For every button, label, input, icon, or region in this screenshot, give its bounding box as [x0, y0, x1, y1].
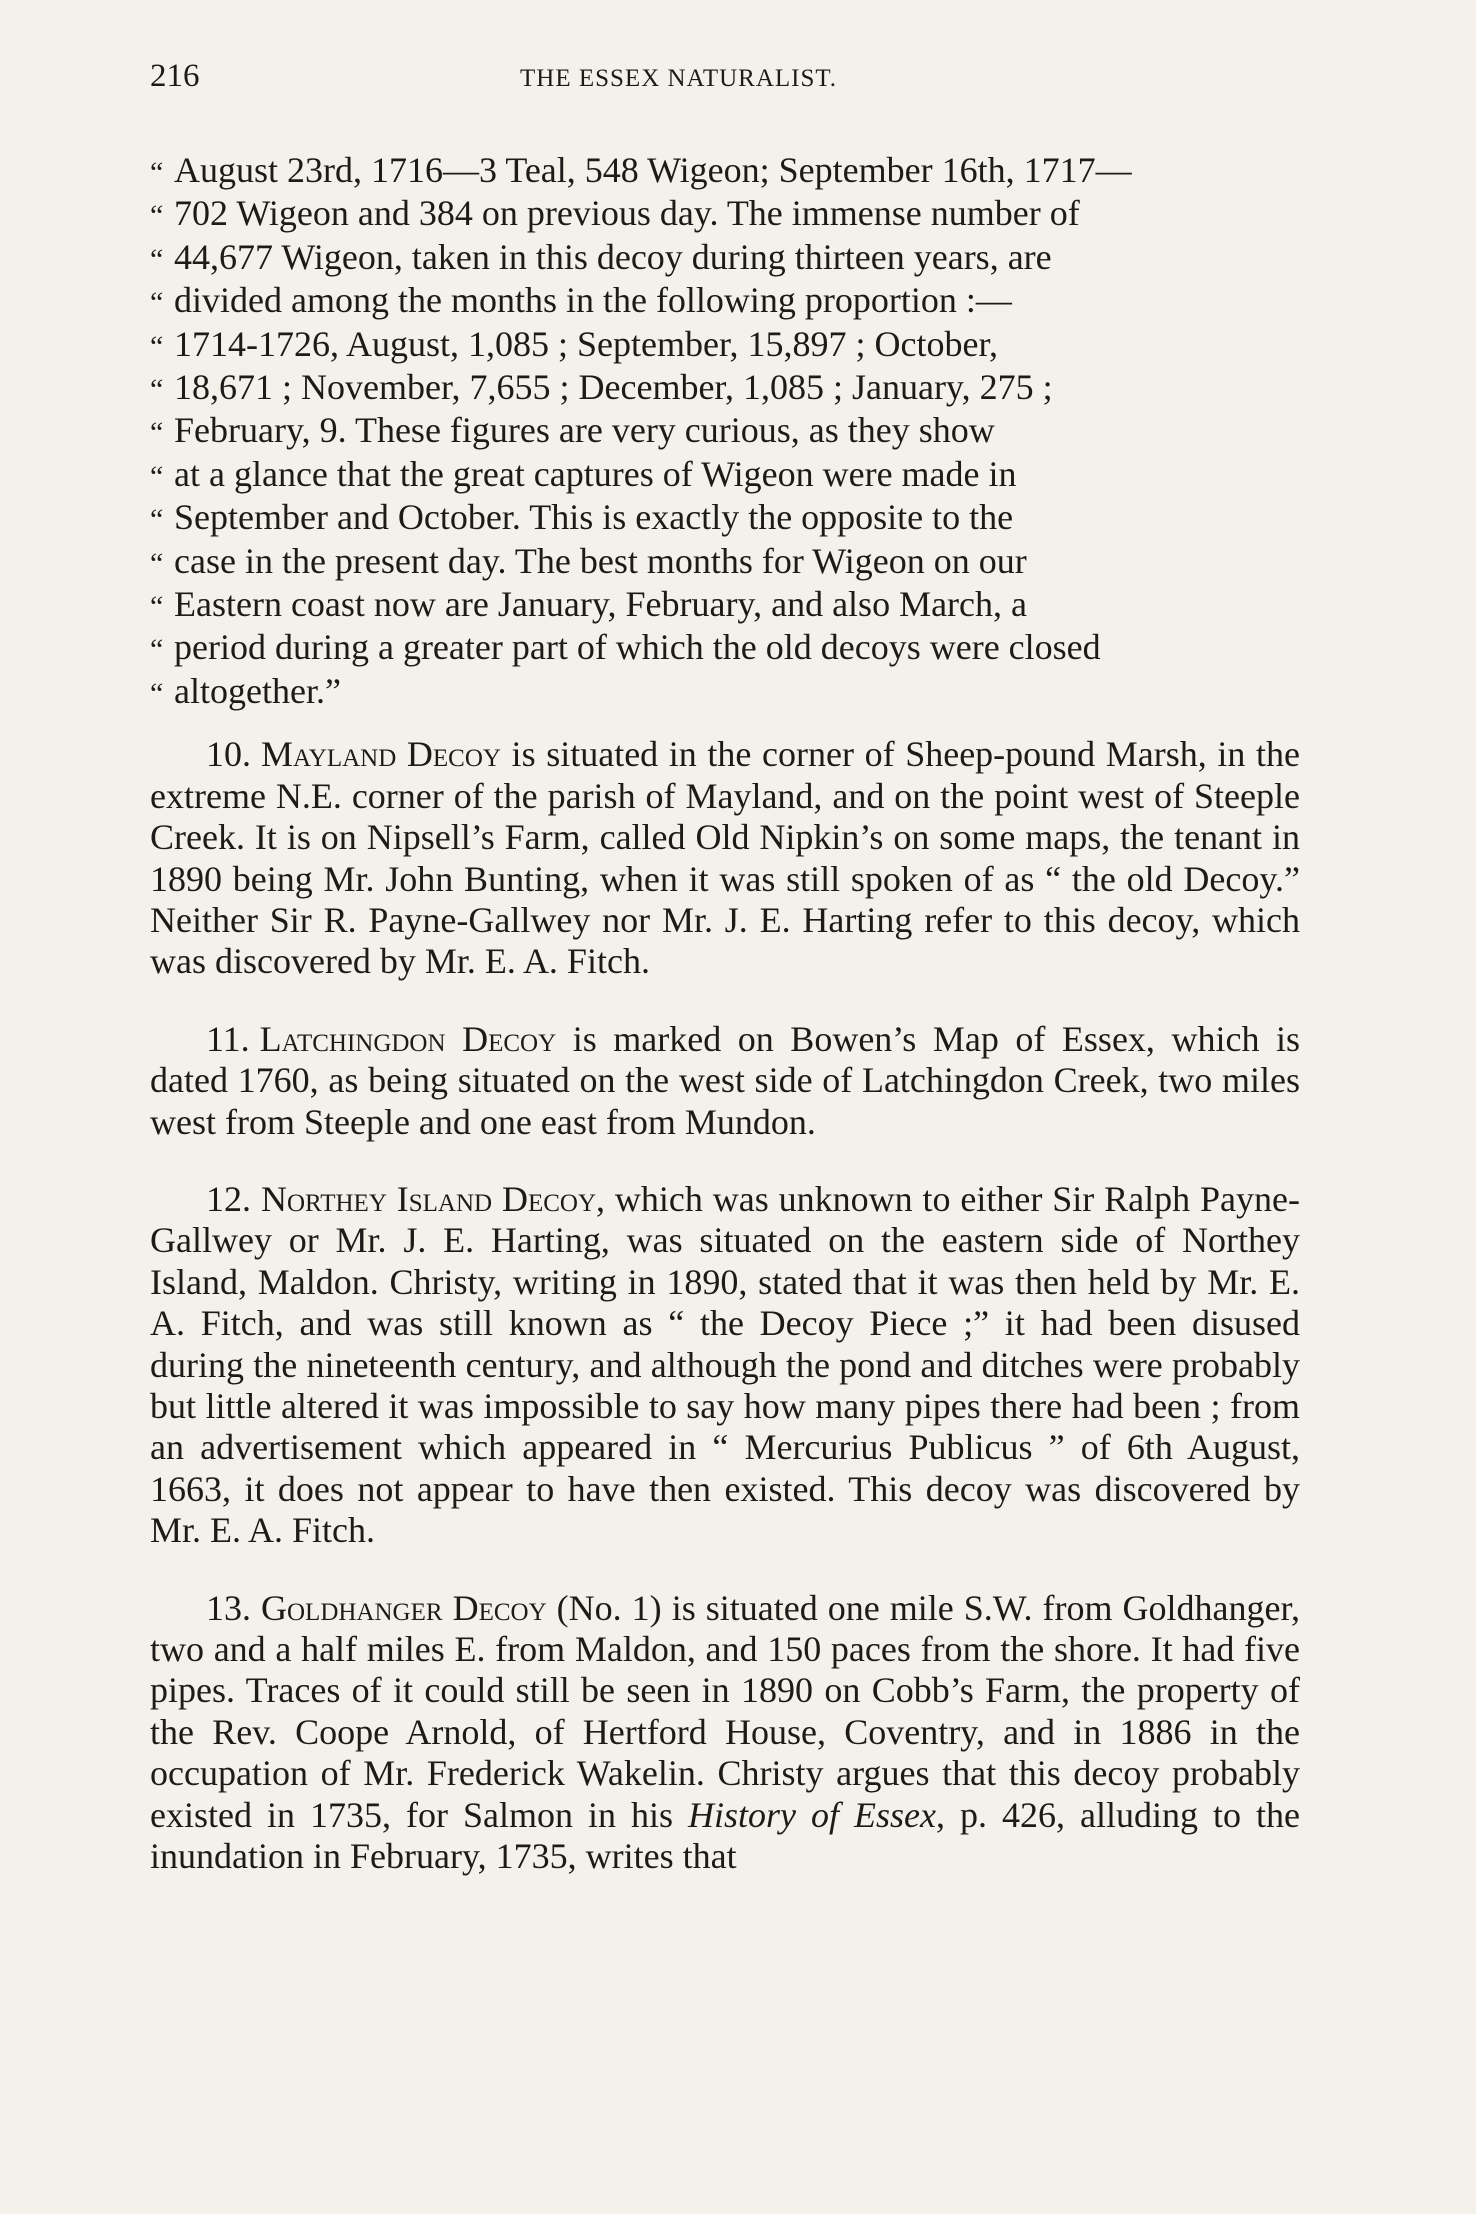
paragraph-text: , p. 426, alluding to the inundation in February, 1735, writes that	[150, 1794, 1301, 1877]
paragraph-number: 10.	[206, 734, 251, 775]
quote-mark: “	[150, 503, 164, 537]
quote-mark: “	[150, 242, 164, 276]
quote-mark: “	[150, 373, 164, 407]
decoy-name: Latchingdon Decoy	[259, 1018, 557, 1059]
quote-line: “ 18,671 ; November, 7,655 ; December, 1,085 ; January, 275 ;	[150, 367, 1300, 410]
paragraph-text: (No. 1) is situated one mile S.W. from Goldhanger, two and a half miles E. from Maldon, and 150 paces from the shore. It had five pipes. Traces of it could still be seen in 1890 on Cobb’s Farm, the property of the Rev. Coope Arnold, of Hertford House, Coventry, and in 1886 in the occupation of Mr. Frederick Wakelin. Christy argues that this decoy probably existed in 1735, for Salmon in his	[150, 1587, 1300, 1835]
quote-line: “ case in the present day. The best months for Wigeon on our	[150, 541, 1300, 584]
paragraph-number: 12.	[206, 1178, 251, 1219]
quote-line: “ altogether.”	[150, 671, 1300, 714]
quote-mark: “	[150, 633, 164, 667]
quote-line: “ 1714-1726, August, 1,085 ; September, 15,897 ; October,	[150, 324, 1300, 367]
page-number: 216	[150, 58, 200, 94]
paragraph-mayland-decoy	[150, 734, 1300, 982]
paragraph-number: 11.	[206, 1018, 250, 1059]
quote-line: “ 44,677 Wigeon, taken in this decoy during thirteen years, are	[150, 237, 1300, 280]
running-head: THE ESSEX NATURALIST.	[520, 65, 838, 92]
decoy-name: Northey Island Decoy	[261, 1178, 597, 1219]
paragraph-northey-island-decoy	[150, 1179, 1300, 1552]
book-title: History of Essex	[688, 1794, 936, 1835]
quote-mark: “	[150, 590, 164, 624]
quoted-passage	[150, 150, 1300, 714]
paragraph-text: is marked on Bowen’s Map of Essex, which is dated 1760, as being situated on the west side of Latchingdon Creek, two miles west from Steeple and one east from Mundon.	[150, 1018, 1301, 1142]
quote-mark: “	[150, 286, 164, 320]
quote-mark: “	[150, 676, 164, 710]
book-page	[150, 58, 1300, 1913]
quote-mark: “	[150, 459, 164, 493]
quote-line: “ at a glance that the great captures of Wigeon were made in	[150, 454, 1300, 497]
quote-mark: “	[150, 416, 164, 450]
quote-mark: “	[150, 156, 164, 189]
paragraph-goldhanger-decoy	[150, 1588, 1300, 1878]
quote-line: “ 702 Wigeon and 384 on previous day. The immense number of	[150, 193, 1300, 236]
quote-line: “ February, 9. These figures are very curious, as they show	[150, 410, 1300, 453]
decoy-name: Goldhanger Decoy	[261, 1587, 547, 1628]
quote-line: “ period during a greater part of which the old decoys were closed	[150, 627, 1300, 670]
quote-mark: “	[150, 329, 164, 363]
paragraph-number: 13.	[206, 1587, 251, 1628]
page-header	[150, 58, 1300, 118]
paragraph-text: , which was unknown to either Sir Ralph Payne-Gallwey or Mr. J. E. Harting, was situated on the eastern side of Northey Island, Maldon. Christy, writing in 1890, stated that it was then held by Mr. E. A. Fitch, and was still known as “ the Decoy Piece ;” it had been disused during the nineteenth century, and although the pond and ditches were probably but little altered it was impossible to say how many pipes there had been ; from an advertisement which appeared in “ Mercurius Publicus ” of 6th August, 1663, it does not appear to have then existed. This decoy was discovered by Mr. E. A. Fitch.	[150, 1178, 1300, 1551]
quote-line: “ Eastern coast now are January, February, and also March, a	[150, 584, 1300, 627]
quote-mark: “	[150, 199, 164, 233]
quote-mark: “	[150, 546, 164, 580]
paragraph-text: is situated in the corner of Sheep-pound Marsh, in the extreme N.E. corner of the parish of Mayland, and on the point west of Steeple Creek. It is on Nipsell’s Farm, called Old Nipkin’s on some maps, the tenant in 1890 being Mr. John Bunting, when it was still spoken of as “ the old Decoy.” Neither Sir R. Payne-Gallwey nor Mr. J. E. Harting refer to this decoy, which was discovered by Mr. E. A. Fitch.	[150, 734, 1300, 982]
quote-line: “ August 23rd, 1716—3 Teal, 548 Wigeon; September 16th, 1717—	[150, 150, 1300, 193]
decoy-name: Mayland Decoy	[261, 734, 501, 775]
quote-line: “ divided among the months in the following proportion :—	[150, 280, 1300, 323]
paragraph-latchingdon-decoy	[150, 1019, 1300, 1143]
quote-line: “ September and October. This is exactly the opposite to the	[150, 497, 1300, 540]
